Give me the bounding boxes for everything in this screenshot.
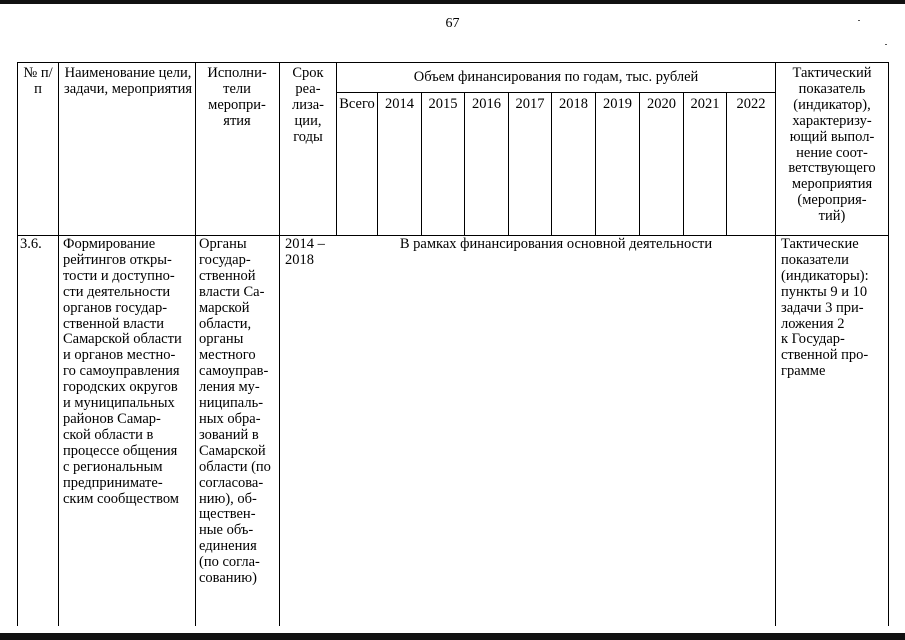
header-year: 2016 — [472, 96, 501, 112]
header-executors: Исполни-тели меропри-ятия — [207, 65, 267, 129]
row-funding: В рамках финансирования основной деятельности — [399, 236, 713, 252]
header-term: Срок реа-лиза-ции, годы — [292, 65, 324, 145]
header-year: 2017 — [515, 96, 545, 112]
header-year: 2021 — [690, 96, 720, 112]
page-number: 67 — [445, 16, 460, 31]
header-number: № п/п — [23, 65, 53, 97]
row-name: Формирование рейтингов откры- тости и доступно- сти деятельности органов государ- ственной власти Самарской области и органов местно- го самоуправления городских округов и муниципальных районов Самар- ской области в процессе общения с региональным предпринимате- ским сообществом — [63, 236, 182, 507]
header-year: 2022 — [736, 96, 766, 112]
row-indicator: Тактические показатели (индикаторы): пункты 9 и 10 задачи 3 при- ложения 2 к Государ- ственной про- грамме — [781, 236, 869, 380]
header-name: Наименование цели, задачи, мероприятия — [64, 65, 193, 97]
header-year: 2018 — [559, 96, 588, 112]
header-year: 2019 — [603, 96, 632, 112]
header-funding: Объем финансирования по годам, тыс. рублей — [413, 69, 699, 85]
row-executors: Органы государ- ственной власти Са- марской области, органы местного самоуправ- ления му- ниципаль- ных обра- зований в Самарской области (по согласова- нию), об- ществен- ные объ- единения (по согла- сованию) — [199, 236, 271, 587]
header-indicator: Тактический показатель (индикатор), характеризу- ющий выпол- нение соот- ветствующего мероприятия (мероприя- тий) — [788, 65, 876, 225]
row-term: 2014 – 2018 — [285, 236, 325, 268]
header-total: Всего — [339, 96, 375, 112]
header-year: 2014 — [385, 96, 414, 112]
header-year: 2020 — [647, 96, 676, 112]
row-number: 3.6. — [20, 236, 42, 252]
header-year: 2015 — [428, 96, 458, 112]
